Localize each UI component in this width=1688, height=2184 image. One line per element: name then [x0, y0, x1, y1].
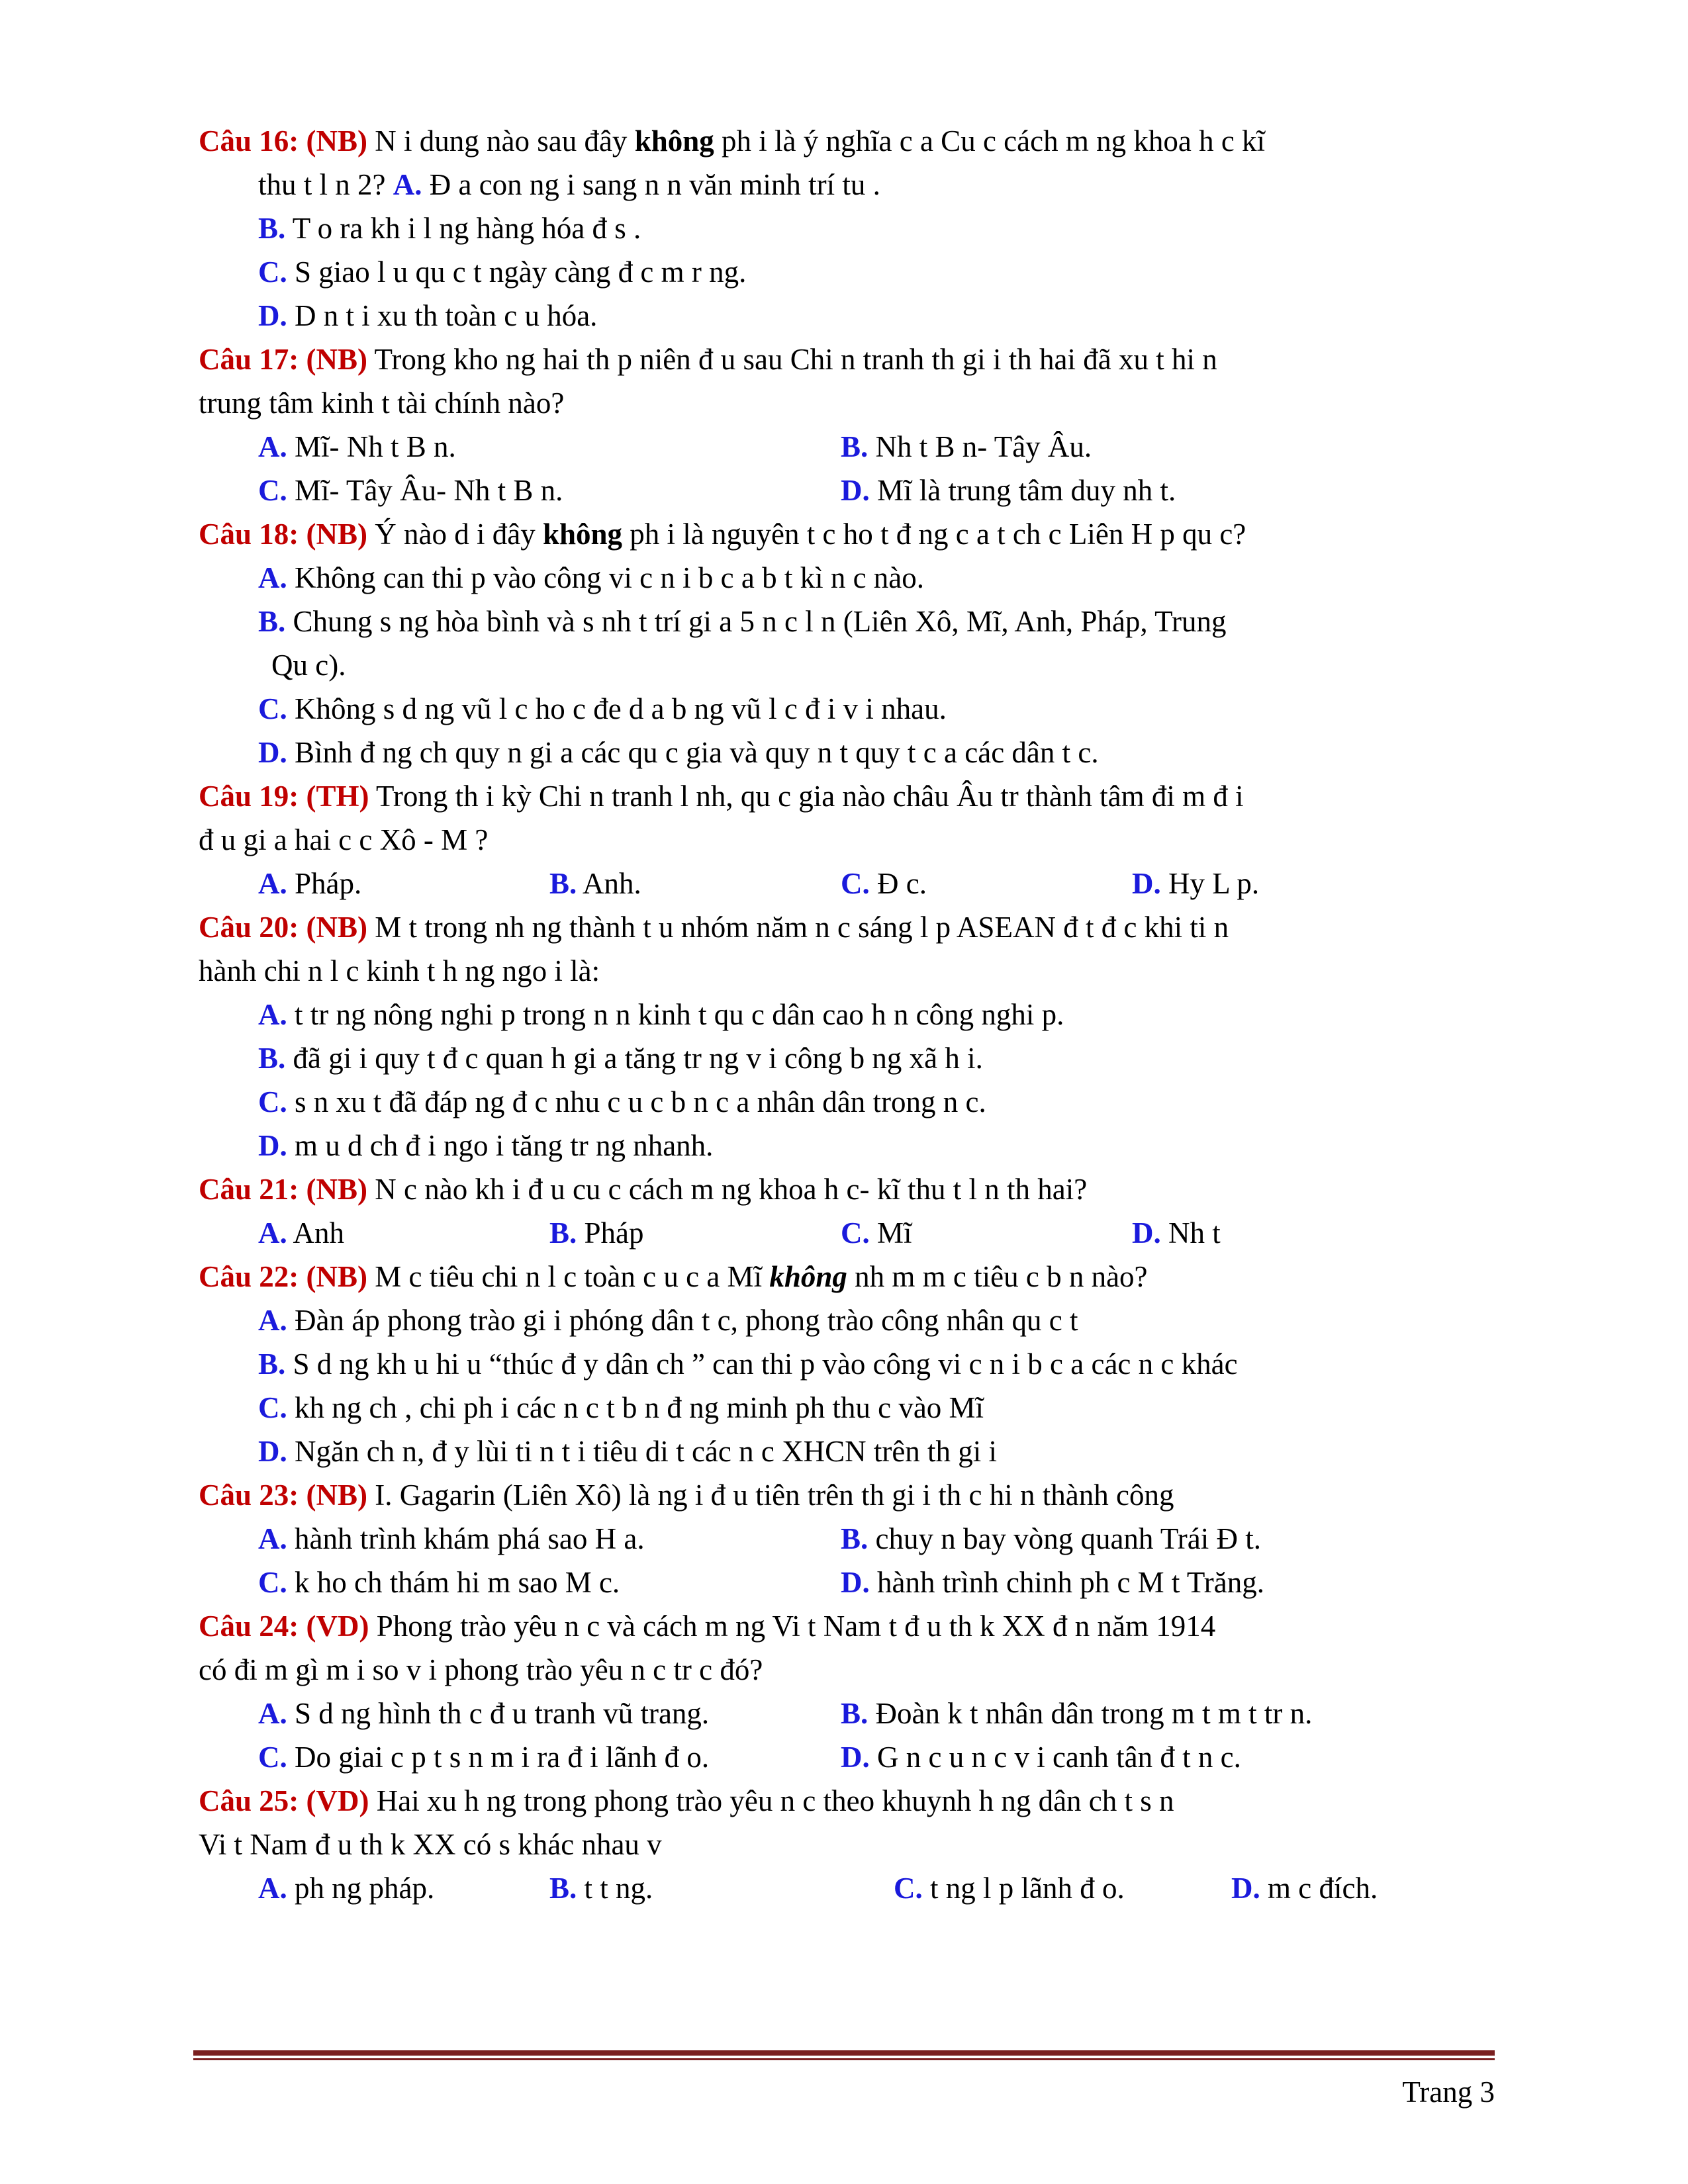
option-text: t tr ng nông nghi p trong n n kinh t qu c dân cao h n công nghi p. — [295, 998, 1064, 1031]
question-17-option-c — [258, 469, 841, 512]
option-label: C. — [258, 255, 287, 289]
question-22-option-d — [199, 1430, 1496, 1473]
option-label: C. — [258, 1085, 287, 1118]
option-label: C. — [258, 692, 287, 725]
question-25-number: Câu 25: — [199, 1784, 299, 1817]
option-label: A. — [258, 1216, 287, 1250]
question-17-level: (NB) — [306, 343, 367, 376]
question-23-option-d — [841, 1561, 1264, 1604]
question-18-option-c — [199, 687, 1496, 731]
question-16-line-2 — [199, 163, 1496, 206]
question-19-text-cont: đ u gi a hai c c Xô - M ? — [199, 823, 489, 856]
option-label: A. — [258, 1304, 287, 1337]
option-label: D. — [841, 1566, 870, 1599]
question-19-text: Trong th i kỳ Chi n tranh l nh, qu c gia nào châu Âu tr thành tâm đi m đ i — [375, 780, 1244, 813]
option-text: S d ng kh u hi u “thúc đ y dân ch ” can thi p vào công vi c n i b c a các n c khác — [293, 1347, 1238, 1381]
option-label: D. — [841, 474, 870, 507]
question-24-option-d — [841, 1735, 1241, 1779]
option-text: Bình đ ng ch quy n gi a các qu c gia và quy n t quy t c a các dân t c. — [295, 736, 1099, 769]
question-22-text-b: nh m m c tiêu c b n nào? — [847, 1260, 1148, 1293]
question-16-bold: không — [634, 124, 714, 158]
question-20-number: Câu 20: — [199, 911, 299, 944]
document-page — [199, 119, 1496, 1910]
question-18-option-b — [199, 600, 1496, 643]
question-20-option-d — [199, 1124, 1496, 1167]
option-label: B. — [549, 1216, 577, 1250]
option-text: Mĩ- Tây Âu- Nh t B n. — [295, 474, 563, 507]
question-16-line-1 — [199, 119, 1496, 163]
option-label: A. — [258, 998, 287, 1031]
question-24-line-2 — [199, 1648, 1496, 1692]
question-25-option-d — [1231, 1866, 1378, 1910]
question-23-number: Câu 23: — [199, 1479, 299, 1512]
option-text: Pháp — [584, 1216, 644, 1250]
option-text: S d ng hình th c đ u tranh vũ trang. — [295, 1697, 710, 1730]
question-21-line-1 — [199, 1167, 1496, 1211]
option-text: G n c u n c v i canh tân đ t n c. — [877, 1741, 1241, 1774]
page-number: Trang 3 — [1402, 2075, 1495, 2109]
option-label: A. — [258, 1872, 287, 1905]
option-label: A. — [258, 1522, 287, 1555]
question-20-option-a — [199, 993, 1496, 1036]
option-label: B. — [258, 605, 286, 638]
question-16-option-b — [199, 206, 1496, 250]
question-19-line-2 — [199, 818, 1496, 862]
question-16-text-c: thu t l n 2? — [258, 168, 393, 201]
question-18-line-1 — [199, 512, 1496, 556]
option-text: Chung s ng hòa bình và s nh t trí gi a 5 n c l n (Liên Xô, Mĩ, Anh, Pháp, Trung — [293, 605, 1227, 638]
question-18-text-a: Ý nào d i đây — [375, 518, 543, 551]
option-text: Không can thi p vào công vi c n i b c a b t kì n c nào. — [295, 561, 925, 594]
option-label: C. — [258, 1741, 287, 1774]
option-label: B. — [549, 867, 577, 900]
option-text: t t ng. — [584, 1872, 653, 1905]
question-23-options-row-2 — [199, 1561, 1496, 1604]
question-16-level: (NB) — [306, 124, 367, 158]
option-text: Pháp. — [295, 867, 362, 900]
option-text: Nh t — [1168, 1216, 1221, 1250]
option-text: Anh. — [583, 867, 641, 900]
question-16-number: Câu 16: — [199, 124, 299, 158]
question-21-option-d — [1132, 1211, 1221, 1255]
question-17-text: Trong kho ng hai th p niên đ u sau Chi n tranh th gi i th hai đã xu t hi n — [374, 343, 1217, 376]
option-text: t ng l p lãnh đ o. — [930, 1872, 1125, 1905]
option-label: C. — [894, 1872, 923, 1905]
option-text: đã gi i quy t đ c quan h gi a tăng tr ng v i công b ng xã h i. — [293, 1042, 983, 1075]
option-label: B. — [258, 1347, 286, 1381]
question-22-option-c — [199, 1386, 1496, 1430]
question-21-option-a — [258, 1211, 549, 1255]
question-20-line-1 — [199, 905, 1496, 949]
question-21-level: (NB) — [306, 1173, 367, 1206]
option-text: Mĩ — [877, 1216, 912, 1250]
question-23-line-1 — [199, 1473, 1496, 1517]
option-text: D n t i xu th toàn c u hóa. — [295, 299, 598, 332]
question-19-option-b — [549, 862, 841, 905]
option-label: A. — [258, 1697, 287, 1730]
question-19-option-d — [1132, 862, 1259, 905]
question-19-option-a — [258, 862, 549, 905]
question-22-text-a: M c tiêu chi n l c toàn c u c a Mĩ — [375, 1260, 770, 1293]
option-label: C. — [258, 474, 287, 507]
question-18-bold: không — [542, 518, 623, 551]
question-21-option-b — [549, 1211, 841, 1255]
question-24-options-row-2 — [199, 1735, 1496, 1779]
question-19-number: Câu 19: — [199, 780, 299, 813]
question-18-level: (NB) — [306, 518, 367, 551]
question-19-level: (TH) — [306, 780, 369, 813]
question-25-line-2 — [199, 1823, 1496, 1866]
question-24-option-a — [258, 1692, 841, 1735]
question-17-option-a — [258, 425, 841, 469]
question-24-option-c — [258, 1735, 841, 1779]
question-20-line-2 — [199, 949, 1496, 993]
question-20-level: (NB) — [306, 911, 367, 944]
option-label: C. — [841, 1216, 870, 1250]
question-23-option-a — [258, 1517, 841, 1561]
option-text: Hy L p. — [1168, 867, 1260, 900]
question-23-options-row-1 — [199, 1517, 1496, 1561]
option-label: A. — [393, 168, 422, 201]
question-24-number: Câu 24: — [199, 1610, 299, 1643]
question-20-text-cont: hành chi n l c kinh t h ng ngo i là: — [199, 954, 600, 987]
option-label: B. — [841, 1697, 868, 1730]
question-24-text: Phong trào yêu n c và cách m ng Vi t Nam t đ u th k XX đ n năm 1914 — [376, 1610, 1216, 1643]
option-text: S giao l u qu c t ngày càng đ c m r ng. — [295, 255, 747, 289]
option-label: D. — [258, 299, 287, 332]
question-17-line-1 — [199, 338, 1496, 381]
option-text: Ngăn ch n, đ y lùi ti n t i tiêu di t các n c XHCN trên th gi i — [295, 1435, 998, 1468]
question-17-line-2 — [199, 381, 1496, 425]
option-label: A. — [258, 430, 287, 463]
option-label: D. — [1132, 867, 1161, 900]
option-text: Mĩ là trung tâm duy nh t. — [877, 474, 1176, 507]
question-22-option-b — [199, 1342, 1496, 1386]
question-25-line-1 — [199, 1779, 1496, 1823]
option-label: D. — [841, 1741, 870, 1774]
question-23-option-c — [258, 1561, 841, 1604]
question-20-text: M t trong nh ng thành t u nhóm năm n c sáng l p ASEAN đ t đ c khi ti n — [375, 911, 1229, 944]
question-17-option-d — [841, 469, 1176, 512]
question-18-number: Câu 18: — [199, 518, 299, 551]
question-22-line-1 — [199, 1255, 1496, 1298]
option-label: B. — [549, 1872, 577, 1905]
option-text: Nh t B n- Tây Âu. — [875, 430, 1092, 463]
option-label: D. — [1231, 1872, 1260, 1905]
question-24-line-1 — [199, 1604, 1496, 1648]
option-label: D. — [258, 1435, 287, 1468]
question-19-option-c — [841, 862, 1132, 905]
option-label: B. — [258, 212, 286, 245]
option-text: Đàn áp phong trào gi i phóng dân t c, phong trào công nhân qu c t — [295, 1304, 1078, 1337]
option-text: Do giai c p t s n m i ra đ i lãnh đ o. — [295, 1741, 710, 1774]
option-text: Mĩ- Nh t B n. — [295, 430, 456, 463]
option-label: B. — [258, 1042, 286, 1075]
question-18-text-b: ph i là nguyên t c ho t đ ng c a t ch c Liên H p qu c? — [622, 518, 1246, 551]
option-text: hành trình khám phá sao H a. — [295, 1522, 645, 1555]
option-label: D. — [258, 736, 287, 769]
option-label: B. — [841, 1522, 868, 1555]
question-18-option-a — [199, 556, 1496, 600]
option-text: s n xu t đã đáp ng đ c nhu c u c b n c a nhân dân trong n c. — [295, 1085, 986, 1118]
question-16-text-b: ph i là ý nghĩa c a Cu c cách m ng khoa h c kĩ — [714, 124, 1266, 158]
option-label: B. — [841, 430, 868, 463]
question-22-option-a — [199, 1298, 1496, 1342]
option-text: m u d ch đ i ngo i tăng tr ng nhanh. — [295, 1129, 714, 1162]
question-16-option-d — [199, 294, 1496, 338]
question-22-number: Câu 22: — [199, 1260, 299, 1293]
question-25-options — [199, 1866, 1496, 1910]
question-25-option-c — [894, 1866, 1231, 1910]
option-label: C. — [258, 1566, 287, 1599]
question-25-level: (VD) — [306, 1784, 369, 1817]
question-24-options-row-1 — [199, 1692, 1496, 1735]
option-text: T o ra kh i l ng hàng hóa đ s . — [292, 212, 641, 245]
question-25-text-cont: Vi t Nam đ u th k XX có s khác nhau v — [199, 1828, 662, 1861]
question-19-line-1 — [199, 774, 1496, 818]
question-17-text-cont: trung tâm kinh t tài chính nào? — [199, 387, 565, 420]
question-20-option-c — [199, 1080, 1496, 1124]
question-17-option-b — [841, 425, 1092, 469]
option-text: Đoàn k t nhân dân trong m t m t tr n. — [875, 1697, 1313, 1730]
option-text: Đ a con ng i sang n n văn minh trí tu . — [422, 168, 880, 201]
question-24-option-b — [841, 1692, 1312, 1735]
question-22-level: (NB) — [306, 1260, 367, 1293]
question-17-options-row-1 — [199, 425, 1496, 469]
option-text: ph ng pháp. — [295, 1872, 435, 1905]
question-21-text: N c nào kh i đ u cu c cách m ng khoa h c- kĩ thu t l n th hai? — [375, 1173, 1088, 1206]
question-19-options — [199, 862, 1496, 905]
question-24-text-cont: có đi m gì m i so v i phong trào yêu n c tr c đó? — [199, 1653, 763, 1686]
footer-divider — [193, 2050, 1495, 2056]
option-text: m c đích. — [1268, 1872, 1378, 1905]
option-text: Không s d ng vũ l c ho c đe d a b ng vũ l c đ i v i nhau. — [295, 692, 947, 725]
question-18-option-d — [199, 731, 1496, 774]
question-16-text-a: N i dung nào sau đây — [375, 124, 635, 158]
question-17-number: Câu 17: — [199, 343, 299, 376]
option-label: A. — [258, 867, 287, 900]
option-label: C. — [841, 867, 870, 900]
question-21-options — [199, 1211, 1496, 1255]
question-16-option-c — [199, 250, 1496, 294]
question-25-option-a — [258, 1866, 549, 1910]
question-23-level: (NB) — [306, 1479, 367, 1512]
option-text: Đ c. — [877, 867, 927, 900]
question-23-text: I. Gagarin (Liên Xô) là ng i đ u tiên trên th gi i th c hi n thành công — [375, 1479, 1174, 1512]
option-label: A. — [258, 561, 287, 594]
question-25-text: Hai xu h ng trong phong trào yêu n c theo khuynh h ng dân ch t s n — [376, 1784, 1174, 1817]
question-18-option-b-cont — [199, 643, 1496, 687]
option-text: kh ng ch , chi ph i các n c t b n đ ng minh ph thu c vào Mĩ — [295, 1391, 984, 1424]
option-text-cont: Qu c). — [271, 649, 346, 682]
question-17-options-row-2 — [199, 469, 1496, 512]
option-label: D. — [258, 1129, 287, 1162]
option-text: Anh — [293, 1216, 345, 1250]
footer-divider-thin — [193, 2058, 1495, 2060]
option-text: chuy n bay vòng quanh Trái Đ t. — [875, 1522, 1261, 1555]
option-label: D. — [1132, 1216, 1161, 1250]
question-20-option-b — [199, 1036, 1496, 1080]
option-text: k ho ch thám hi m sao M c. — [295, 1566, 620, 1599]
question-22-bold: không — [769, 1260, 847, 1293]
question-24-level: (VD) — [306, 1610, 369, 1643]
option-text: hành trình chinh ph c M t Trăng. — [877, 1566, 1264, 1599]
question-21-number: Câu 21: — [199, 1173, 299, 1206]
question-25-option-b — [549, 1866, 894, 1910]
option-label: C. — [258, 1391, 287, 1424]
question-23-option-b — [841, 1517, 1261, 1561]
question-21-option-c — [841, 1211, 1132, 1255]
